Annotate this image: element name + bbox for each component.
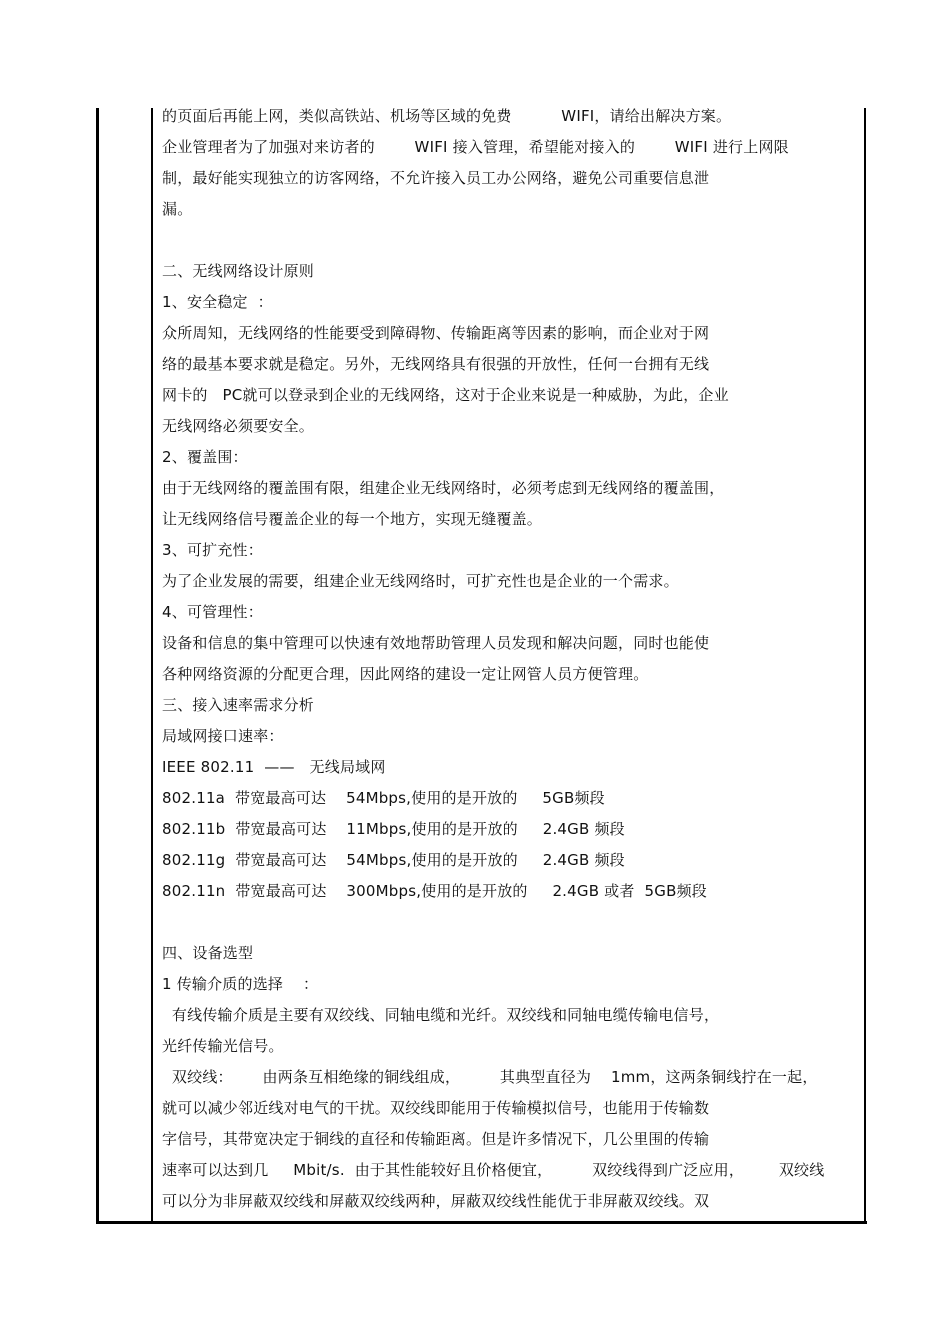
text-line: 3、可扩充性： [162,541,263,559]
text-line: 1、安全稳定 ： [162,293,273,311]
text-line: 设备和信息的集中管理可以快速有效地帮助管理人员发现和解决问题，同时也能使 [162,634,710,652]
text-line: 二、无线网络设计原则 [162,262,315,280]
table-border-left [96,108,99,1224]
text-line: 1 传输介质的选择 ： [162,975,319,993]
text-line: 的页面后再能上网，类似高铁站、机场等区域的免费 WIFI，请给出解决方案。 [162,107,732,125]
text-line: 漏。 [162,200,193,218]
text-line: 网卡的 PC就可以登录到企业的无线网络，这对于企业来说是一种威胁，为此，企业 [162,386,729,404]
text-line: 无线网络必须要安全。 [162,417,315,435]
text-line: 4、可管理性： [162,603,263,621]
text-line: 可以分为非屏蔽双绞线和屏蔽双绞线两种，屏蔽双绞线性能优于非屏蔽双绞线。双 [162,1192,710,1210]
text-line: 由于无线网络的覆盖围有限，组建企业无线网络时，必须考虑到无线网络的覆盖围， [162,479,725,497]
text-line: 让无线网络信号覆盖企业的每一个地方，实现无缝覆盖。 [162,510,543,528]
text-line: 三、接入速率需求分析 [162,696,315,714]
table-border-right [864,108,866,1224]
text-line: 各种网络资源的分配更合理，因此网络的建设一定让网管人员方便管理。 [162,665,649,683]
text-line: IEEE 802.11 —— 无线局域网 [162,758,386,776]
text-line: 络的最基本要求就是稳定。另外，无线网络具有很强的开放性，任何一台拥有无线 [162,355,710,373]
text-line: 802.11g 带宽最高可达 54Mbps,使用的是开放的 2.4GB 频段 [162,851,625,869]
text-line: 企业管理者为了加强对来访者的 WIFI 接入管理，希望能对接入的 WIFI 进行上网限 [162,138,789,156]
text-line: 制，最好能实现独立的访客网络，不允许接入员工办公网络，避免公司重要信息泄 [162,169,710,187]
table-border-bottom [96,1221,867,1224]
text-line: 速率可以达到几 Mbit/s. 由于其性能较好且价格便宜， 双绞线得到广泛应用， 双绞线 [162,1161,825,1179]
text-line: 为了企业发展的需要，组建企业无线网络时，可扩充性也是企业的一个需求。 [162,572,679,590]
text-line: 有线传输介质是主要有双绞线、同轴电缆和光纤。双绞线和同轴电缆传输电信号， [162,1006,720,1024]
text-line: 众所周知，无线网络的性能要受到障碍物、传输距离等因素的影响，而企业对于网 [162,324,710,342]
text-line: 802.11a 带宽最高可达 54Mbps,使用的是开放的 5GB频段 [162,789,605,807]
text-line: 802.11n 带宽最高可达 300Mbps,使用的是开放的 2.4GB 或者 5GB频段 [162,882,707,900]
text-line: 802.11b 带宽最高可达 11Mbps,使用的是开放的 2.4GB 频段 [162,820,625,838]
text-line: 局域网接口速率： [162,727,284,745]
text-line: 双绞线： 由两条互相绝缘的铜线组成， 其典型直径为 1mm，这两条铜线拧在一起， [162,1068,818,1086]
text-line: 字信号，其带宽决定于铜线的直径和传输距离。但是许多情况下，几公里围的传输 [162,1130,710,1148]
table-column-divider [151,108,153,1224]
text-line: 就可以减少邻近线对电气的干扰。双绞线即能用于传输模拟信号，也能用于传输数 [162,1099,710,1117]
text-line: 2、覆盖围： [162,448,248,466]
text-line: 四、设备选型 [162,944,254,962]
text-line: 光纤传输光信号。 [162,1037,284,1055]
